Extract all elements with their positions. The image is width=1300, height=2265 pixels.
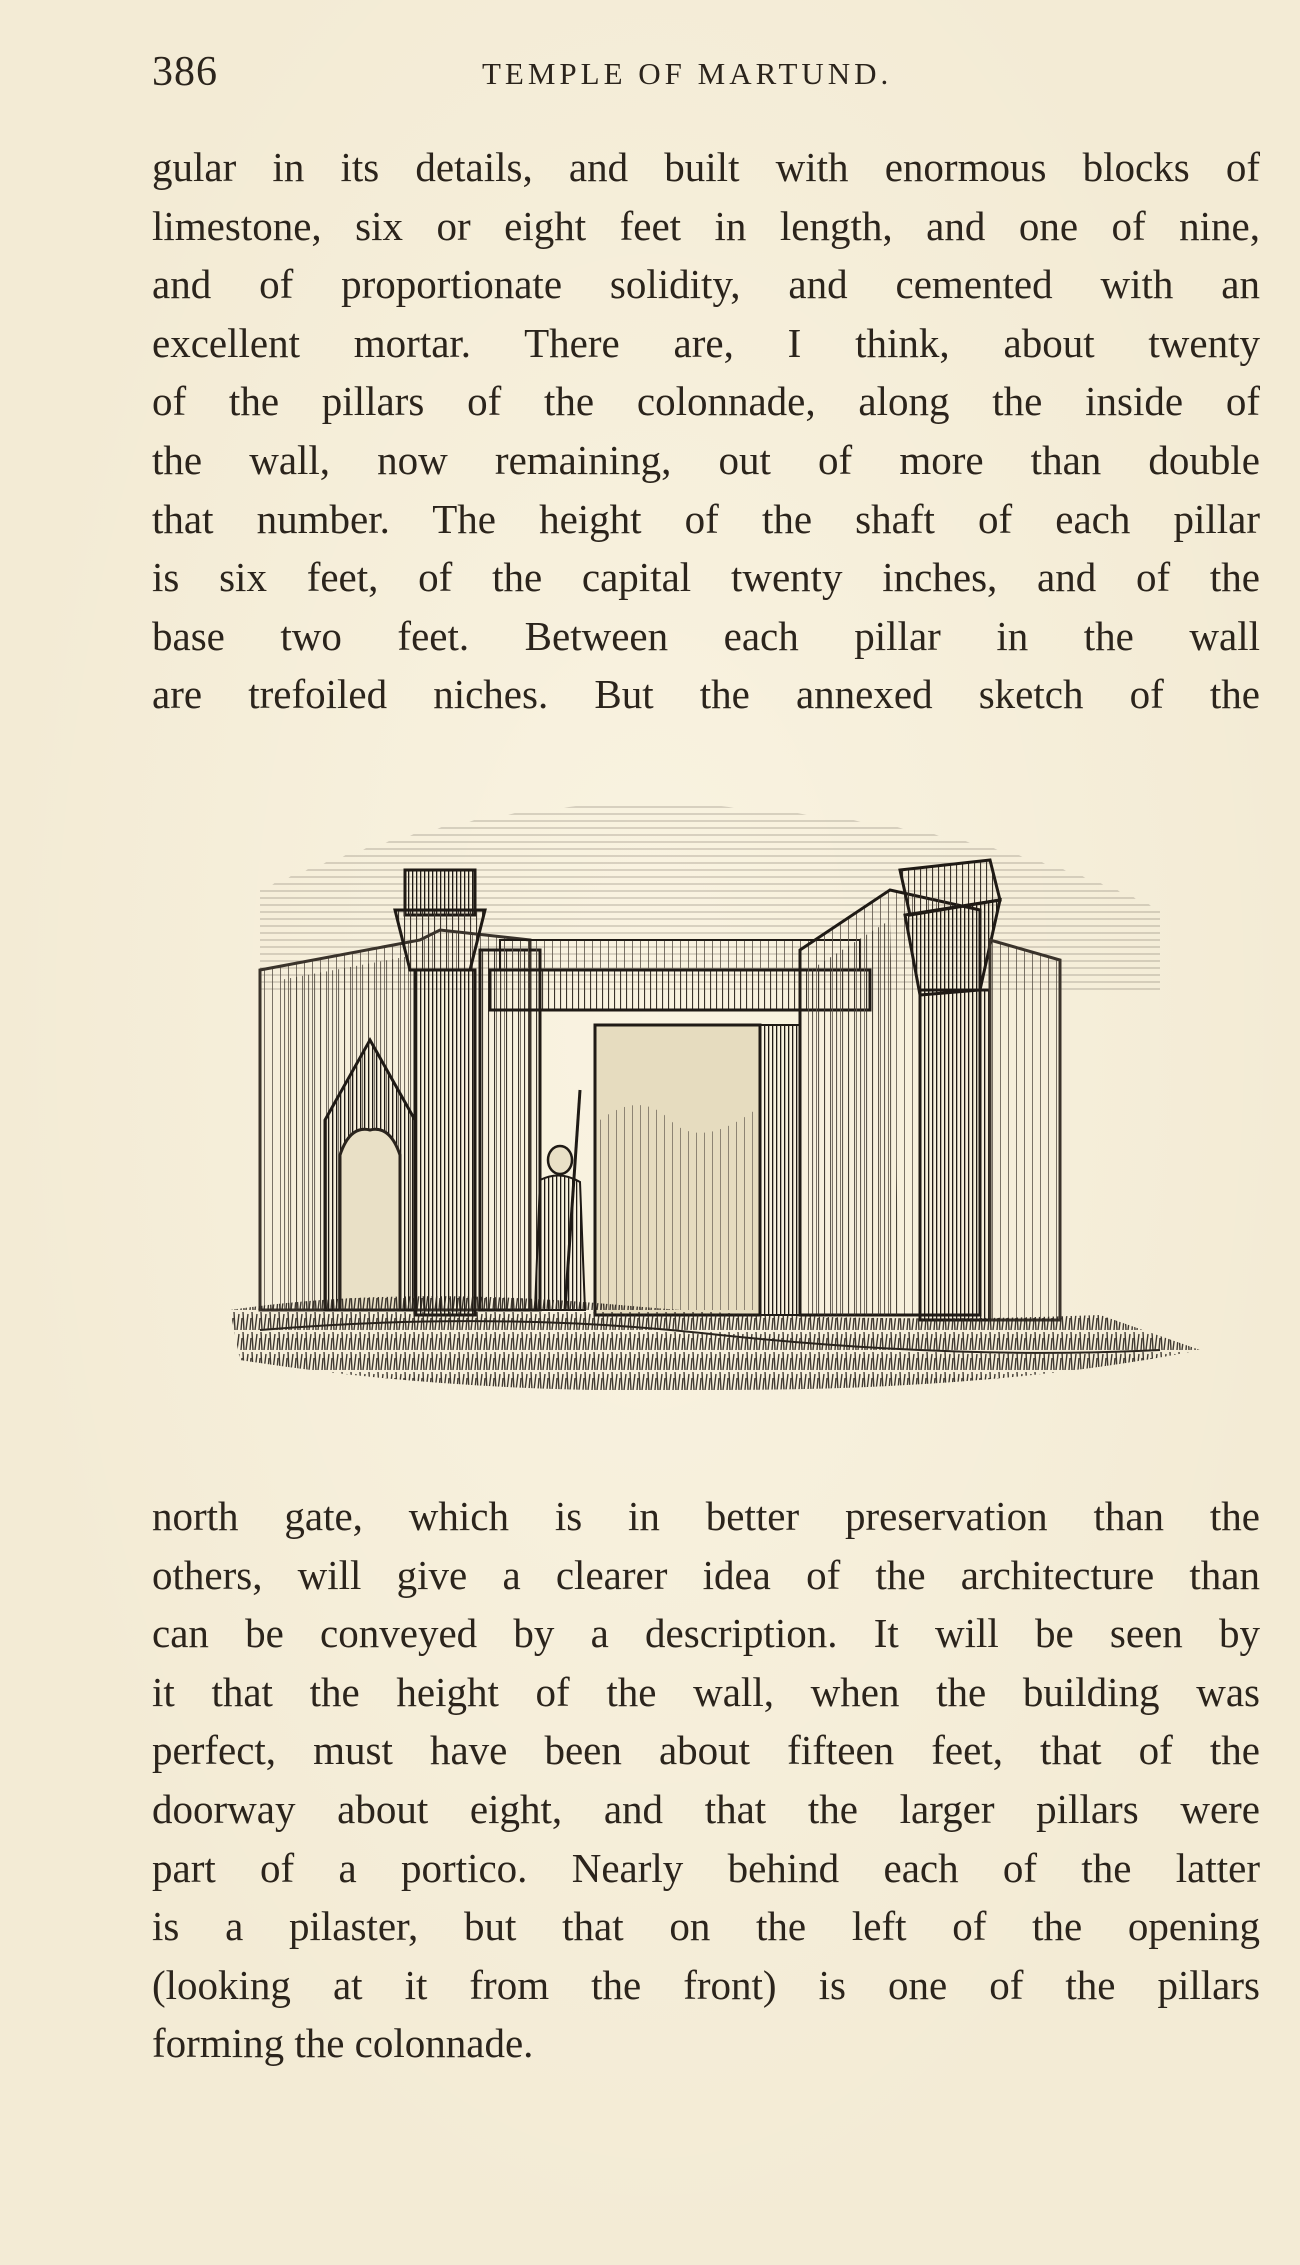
running-head — [152, 48, 1262, 98]
text-line: that number. The height of the shaft of each pillar — [152, 495, 1260, 542]
text-line: excellent mortar. There are, I think, about twenty — [152, 319, 1260, 366]
text-line: north gate, which is in better preservation than the — [152, 1493, 1260, 1539]
text-line: part of a portico. Nearly behind each of the latter — [152, 1844, 1260, 1891]
text-line: (looking at it from the front) is one of the pillars — [152, 1961, 1260, 2008]
text-line: perfect, must have been about fifteen feet, that of the — [152, 1727, 1260, 1774]
text-line: of the pillars of the colonnade, along the inside of — [152, 378, 1260, 425]
text-line: and of proportionate solidity, and cemented with an — [152, 261, 1260, 308]
running-title: TEMPLE OF MARTUND. — [482, 56, 893, 91]
text-line: doorway about eight, and that the larger pillars were — [152, 1785, 1260, 1832]
page-number: 386 — [152, 49, 218, 95]
text-line: is six feet, of the capital twenty inches, and of the — [152, 554, 1260, 601]
text-line: limestone, six or eight feet in length, and one of nine, — [152, 202, 1260, 249]
text-line: it that the height of the wall, when the building was — [152, 1668, 1260, 1715]
paragraph-top — [152, 138, 1260, 724]
text-line: base two feet. Between each pillar in the wall — [152, 612, 1260, 659]
text-line: forming the colonnade. — [152, 2020, 534, 2067]
text-line: gular in its details, and built with enormous blocks of — [152, 144, 1260, 190]
text-line: is a pilaster, but that on the left of the opening — [152, 1903, 1260, 1950]
text-line: are trefoiled niches. But the annexed sketch of the — [152, 671, 1260, 718]
engraving-ruined-gate-icon — [200, 790, 1250, 1430]
paragraph-bottom — [152, 1487, 1260, 2073]
text-line: the wall, now remaining, out of more than double — [152, 436, 1260, 483]
text-line: others, will give a clearer idea of the architecture than — [152, 1551, 1260, 1598]
text-line: can be conveyed by a description. It will be seen by — [152, 1610, 1260, 1657]
